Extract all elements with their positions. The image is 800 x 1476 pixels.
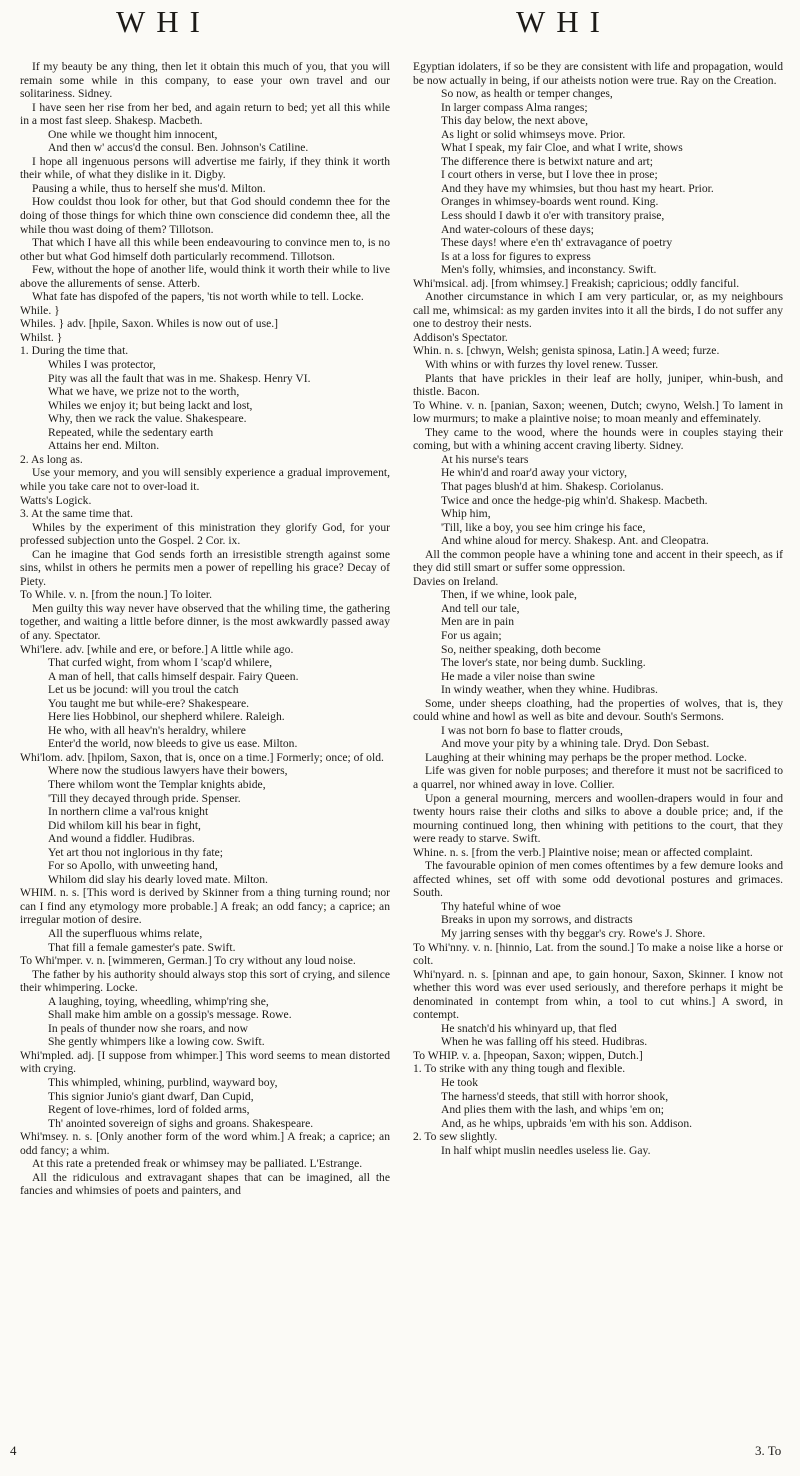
entry-line: Pausing a while, thus to herself she mus'd. Milton. [32, 181, 266, 195]
entry-line: That which I have all this while been endeavouring to convince men to, is no other but what God himself doth particularly recommend. Tillotson. [20, 236, 390, 263]
entry-line: Whi'lom. adv. [hpilom, Saxon, that is, once on a time.] Formerly; once; of old. [20, 750, 384, 764]
entry-line: In windy weather, when they whine. Hudibras. [441, 683, 658, 697]
entry-line: Oranges in whimsey-boards went round. King. [441, 195, 659, 209]
entry-line: 2. To sew slightly. [413, 1130, 498, 1144]
entry-line: These days! where e'en th' extravagance of poetry [441, 236, 673, 250]
entry-line: WHIM. n. s. [This word is derived by Skinner from a thing turning round; nor can I find any etymology more probable.] A freak; an odd fancy; a caprice; an irregular motion of desire. [20, 886, 390, 927]
entry-line: Use your memory, and you will sensibly experience a gradual improvement, while you take care not to over-load it. [20, 466, 390, 493]
entry-line: She gently whimpers like a lowing cow. Swift. [48, 1035, 265, 1049]
entry-line: He whin'd and roar'd away your victory, [441, 466, 627, 480]
column-gutter [398, 60, 399, 1430]
entry-line: To Whi'nny. v. n. [hinnio, Lat. from the sound.] To make a noise like a horse or colt. [413, 940, 783, 968]
catchword: 3. To [755, 1443, 782, 1458]
entry-line: He took [441, 1076, 479, 1090]
entry-line: Whin. n. s. [chwyn, Welsh; genista spinosa, Latin.] A weed; furze. [413, 344, 720, 358]
entry-line: For us again; [441, 628, 502, 642]
entry-line: Egyptian idolaters, if so be they are consistent with life and propagation, would be now actually in being, if our atheists notion were true. Ray on the Creation. [413, 60, 783, 87]
entry-line: Whiles. } adv. [hpile, Saxon. Whiles is now out of use.] [20, 317, 279, 331]
entry-line: You taught me but while-ere? Shakespeare. [48, 696, 250, 710]
entry-line: And tell our tale, [441, 601, 520, 615]
entry-line: Shall make him amble on a gossip's message. Rowe. [48, 1008, 292, 1022]
entry-line: If my beauty be any thing, then let it obtain this much of you, that you will remain some while in this company, to ease your own travel and our solitariness. Sidney. [20, 60, 390, 101]
entry-line: Regent of love-rhimes, lord of folded arms, [48, 1103, 250, 1117]
entry-line: In peals of thunder now she roars, and now [48, 1021, 248, 1035]
entry-line: That curfed wight, from whom I 'scap'd whilere, [48, 656, 273, 670]
entry-line: This signior Junio's giant dwarf, Dan Cupid, [48, 1089, 254, 1103]
entry-line: My jarring senses with thy beggar's cry. Rowe's J. Shore. [441, 927, 706, 940]
entry-line: And they have my whimsies, but thou hast my heart. Prior. [441, 181, 714, 195]
entry-line: Some, under sheeps cloathing, had the properties of wolves, that is, they could whine and howl as well as bite and devour. South's Sermons. [413, 696, 783, 724]
entry-line: As light or solid whimseys move. Prior. [441, 127, 626, 141]
entry-line: Repeated, while the sedentary earth [48, 425, 214, 439]
entry-line: And whine aloud for mercy. Shakesp. Ant. and Cleopatra. [441, 534, 709, 548]
entry-line: Can he imagine that God sends forth an irresistible strength against some sins, whilst in others he permits men a power of repelling his grace? Decay of Piety. [20, 547, 390, 588]
entry-line: And water-colours of these days; [441, 222, 595, 236]
entry-line: Men are in pain [441, 615, 515, 629]
entry-line: Th' anointed sovereign of sighs and groans. Shakespeare. [48, 1116, 314, 1130]
entry-line: What I speak, my fair Cloe, and what I write, shows [441, 141, 683, 155]
entry-line: I hope all ingenuous persons will advertise me fairly, if they think it worth their while, of what they dislike in it. Digby. [20, 154, 390, 182]
entry-line: And plies them with the lash, and whips 'em on; [441, 1103, 664, 1117]
entry-line: Whi'msical. adj. [from whimsey.] Freakish; capricious; oddly fanciful. [413, 276, 740, 290]
entry-line: I was not born fo base to flatter crouds, [441, 723, 623, 737]
entry-line: To Whi'mper. v. n. [wimmeren, German.] To cry without any loud noise. [20, 954, 356, 968]
entry-line: Whi'nyard. n. s. [pinnan and ape, to gain honour, Saxon, Skinner. I know not whether this word was ever used seriously, and therefore perhaps it might be denominated in contempt from whin, a tool to cut whins.] A sword, in contempt. [413, 967, 783, 1022]
entry-line: A man of hell, that calls himself despair. Fairy Queen. [48, 669, 299, 683]
entry-line: So, neither speaking, doth become [441, 642, 601, 656]
entry-line: And move your pity by a whining tale. Dryd. Don Sebast. [441, 737, 710, 751]
entry-line: Whip him, [441, 507, 491, 521]
entry-line: Life was given for noble purposes; and therefore it must not be sacrificed to a quarrel, nor whined away in love. Collier. [413, 764, 783, 791]
entry-line: He who, with all heav'n's heraldry, whilere [48, 723, 246, 737]
entry-line: Whi'msey. n. s. [Only another form of the word whim.] A freak; a caprice; an odd fancy; a whim. [20, 1130, 390, 1157]
entry-line: He snatch'd his whinyard up, that fled [441, 1021, 617, 1035]
entry-line: Whilst. } [20, 330, 63, 344]
entry-line: Enter'd the world, now bleeds to give us ease. Milton. [48, 737, 298, 751]
entry-line: Few, without the hope of another life, would think it worth their while to live above the allurements of sense. Atterb. [20, 263, 390, 290]
entry-line: A laughing, toying, wheedling, whimp'ring she, [48, 994, 269, 1008]
entry-line: Attains her end. Milton. [48, 439, 160, 453]
page-signature-mark: 4 [10, 1443, 17, 1458]
entry-line: Is at a loss for figures to express [441, 249, 591, 263]
entry-line: One while we thought him innocent, [48, 127, 218, 141]
entry-line: Plants that have prickles in their leaf are holly, juniper, whin-bush, and thistle. Bacon. [413, 371, 783, 399]
entry-line: Addison's Spectator. [413, 330, 508, 344]
entry-line: To WHIP. v. a. [hpeopan, Saxon; wippen, Dutch.] [413, 1048, 643, 1062]
entry-line: The harness'd steeds, that still with horror shook, [441, 1089, 669, 1103]
entry-line: The lover's state, nor being dumb. Suckling. [441, 656, 646, 670]
entry-line: To Whine. v. n. [panian, Saxon; weenen, Dutch; cwyno, Welsh.] To lament in low murmurs; to make a plaintive noise; to moan meanly and effeminately. [413, 398, 783, 426]
entry-line: That pages blush'd at him. Shakesp. Coriolanus. [441, 479, 664, 493]
entry-line: Let us be jocund: will you troul the catch [48, 683, 239, 697]
entry-line: Whiles by the experiment of this ministration they glorify God, for your professed subjection unto the Gospel. 2 Cor. ix. [20, 520, 390, 548]
entry-line: The difference there is betwixt nature and art; [441, 154, 653, 168]
entry-line: In larger compass Alma ranges; [441, 100, 588, 114]
entry-line: Pity was all the fault that was in me. Shakesp. Henry VI. [48, 371, 311, 385]
entry-line: That fill a female gamester's pate. Swift. [48, 940, 236, 954]
entry-line: There whilom wont the Templar knights abide, [48, 777, 266, 791]
entry-line: 1. During the time that. [20, 344, 129, 358]
page-header-right: WHI [516, 4, 611, 39]
entry-line: 'Till, like a boy, you see him cringe his face, [441, 520, 646, 534]
entry-line: And wound a fiddler. Hudibras. [48, 832, 195, 846]
entry-line: Yet art thou not inglorious in thy fate; [48, 845, 223, 859]
entry-line: What fate has dispofed of the papers, 'tis not worth while to tell. Locke. [32, 290, 364, 304]
entry-line: So now, as health or temper changes, [441, 87, 613, 101]
entry-line: And then w' accus'd the consul. Ben. Johnson's Catiline. [48, 141, 309, 155]
page-header-left: WHI [116, 4, 211, 39]
entry-line: Men guilty this way never have observed that the whiling time, the gathering together, and waiting a little before dinner, is the most awkwardly passed away of any. Spectator. [20, 601, 390, 642]
entry-line: Less should I dawb it o'er with transitory praise, [441, 209, 665, 223]
entry-line: I court others in verse, but I love thee in prose; [441, 168, 658, 182]
entry-line: He made a viler noise than swine [441, 669, 595, 683]
entry-line: While. } [20, 303, 60, 317]
entry-line: With whins or with furzes thy lovel renew. Tusser. [425, 358, 659, 372]
entry-line: Watts's Logick. [20, 493, 92, 507]
entry-line: 2. As long as. [20, 452, 83, 466]
entry-line: And, as he whips, upbraids 'em with his son. Addison. [441, 1116, 693, 1130]
entry-line: The favourable opinion of men comes oftentimes by a few demure looks and affected whines, set off with some odd devotional postures and grimaces. South. [413, 859, 783, 900]
entry-line: For so Apollo, with unweeting hand, [48, 859, 218, 873]
entry-line: All the superfluous whims relate, [48, 927, 203, 940]
entry-line: Whi'mpled. adj. [I suppose from whimper.] This word seems to mean distorted with crying. [20, 1048, 390, 1076]
entry-line: 'Till they decayed through pride. Spenser. [48, 791, 241, 805]
entry-line: In northern clime a val'rous knight [48, 805, 209, 819]
entry-line: All the ridiculous and extravagant shapes that can be imagined, all the fancies and whimsies of poets and painters, and [20, 1170, 390, 1198]
entry-line: They came to the wood, where the hounds were in couples staying their coming, but with a whining accent craving liberty. Sidney. [413, 425, 783, 453]
entry-line: At this rate a pretended freak or whimsey may be palliated. L'Estrange. [32, 1157, 363, 1171]
entry-line: Whilom did slay his dearly loved mate. Milton. [48, 872, 268, 886]
entry-line: I have seen her rise from her bed, and again return to bed; yet all this while in a most fast sleep. Shakesp. Macbeth. [20, 100, 390, 128]
entry-line: Why, then we rack the value. Shakespeare. [48, 412, 247, 426]
entry-line: Whiles I was protector, [48, 358, 156, 372]
left-column [20, 60, 390, 1198]
entry-line: All the common people have a whining tone and accent in their speech, as if they did still smart or suffer some oppression. [413, 547, 783, 575]
entry-line: In half whipt muslin needles useless lie. Gay. [441, 1143, 651, 1157]
entry-line: Twice and once the hedge-pig whin'd. Shakesp. Macbeth. [441, 493, 708, 507]
entry-line: The father by his authority should always stop this sort of crying, and silence their whimpering. Locke. [20, 967, 390, 995]
entry-line: To While. v. n. [from the noun.] To loiter. [20, 588, 213, 602]
entry-line: Another circumstance in which I am very particular, or, as my neighbours call me, whimsical: as my garden invites into it all the birds, I do not suffer any one to destroy their nests. [413, 290, 783, 331]
entry-line: Thy hateful whine of woe [441, 899, 561, 913]
entry-line: Whi'lere. adv. [while and ere, or before.] A little while ago. [20, 642, 294, 656]
entry-line: 3. At the same time that. [20, 507, 134, 521]
entry-line: Davies on Ireland. [413, 574, 499, 588]
entry-line: Laughing at their whining may perhaps be the proper method. Locke. [425, 750, 747, 764]
entry-line: Where now the studious lawyers have their bowers, [48, 764, 288, 778]
entry-line: Whiles we enjoy it; but being lackt and lost, [48, 398, 253, 412]
entry-line: How couldst thou look for other, but that God should condemn thee for the doing of those things for which thine own conscience did condemn thee, all the while thou wast doing of them? Tillotson. [20, 195, 390, 236]
entry-line: Upon a general mourning, mercers and woollen-drapers would in four and twenty hours raise their cloths and silks to above a double price; and, if the mourning continued long, then whining with petitions to the court, that they were ready to starve. Swift. [413, 791, 783, 846]
entry-line: This day below, the next above, [441, 114, 589, 128]
entry-line: 1. To strike with any thing tough and flexible. [413, 1062, 626, 1076]
entry-line: This whimpled, whining, purblind, wayward boy, [48, 1076, 278, 1090]
right-column [413, 60, 783, 1157]
entry-line: Did whilom kill his bear in fight, [48, 818, 201, 832]
entry-line: Whine. n. s. [from the verb.] Plaintive noise; mean or affected complaint. [413, 845, 753, 859]
entry-line: When he was falling off his steed. Hudibras. [441, 1035, 648, 1049]
entry-line: What we have, we prize not to the worth, [48, 385, 240, 399]
entry-line: Breaks in upon my sorrows, and distracts [441, 913, 633, 927]
entry-line: Men's folly, whimsies, and inconstancy. Swift. [441, 263, 657, 277]
entry-line: At his nurse's tears [441, 452, 529, 466]
entry-line: Here lies Hobbinol, our shepherd whilere. Raleigh. [48, 710, 285, 724]
entry-line: Then, if we whine, look pale, [441, 588, 577, 602]
